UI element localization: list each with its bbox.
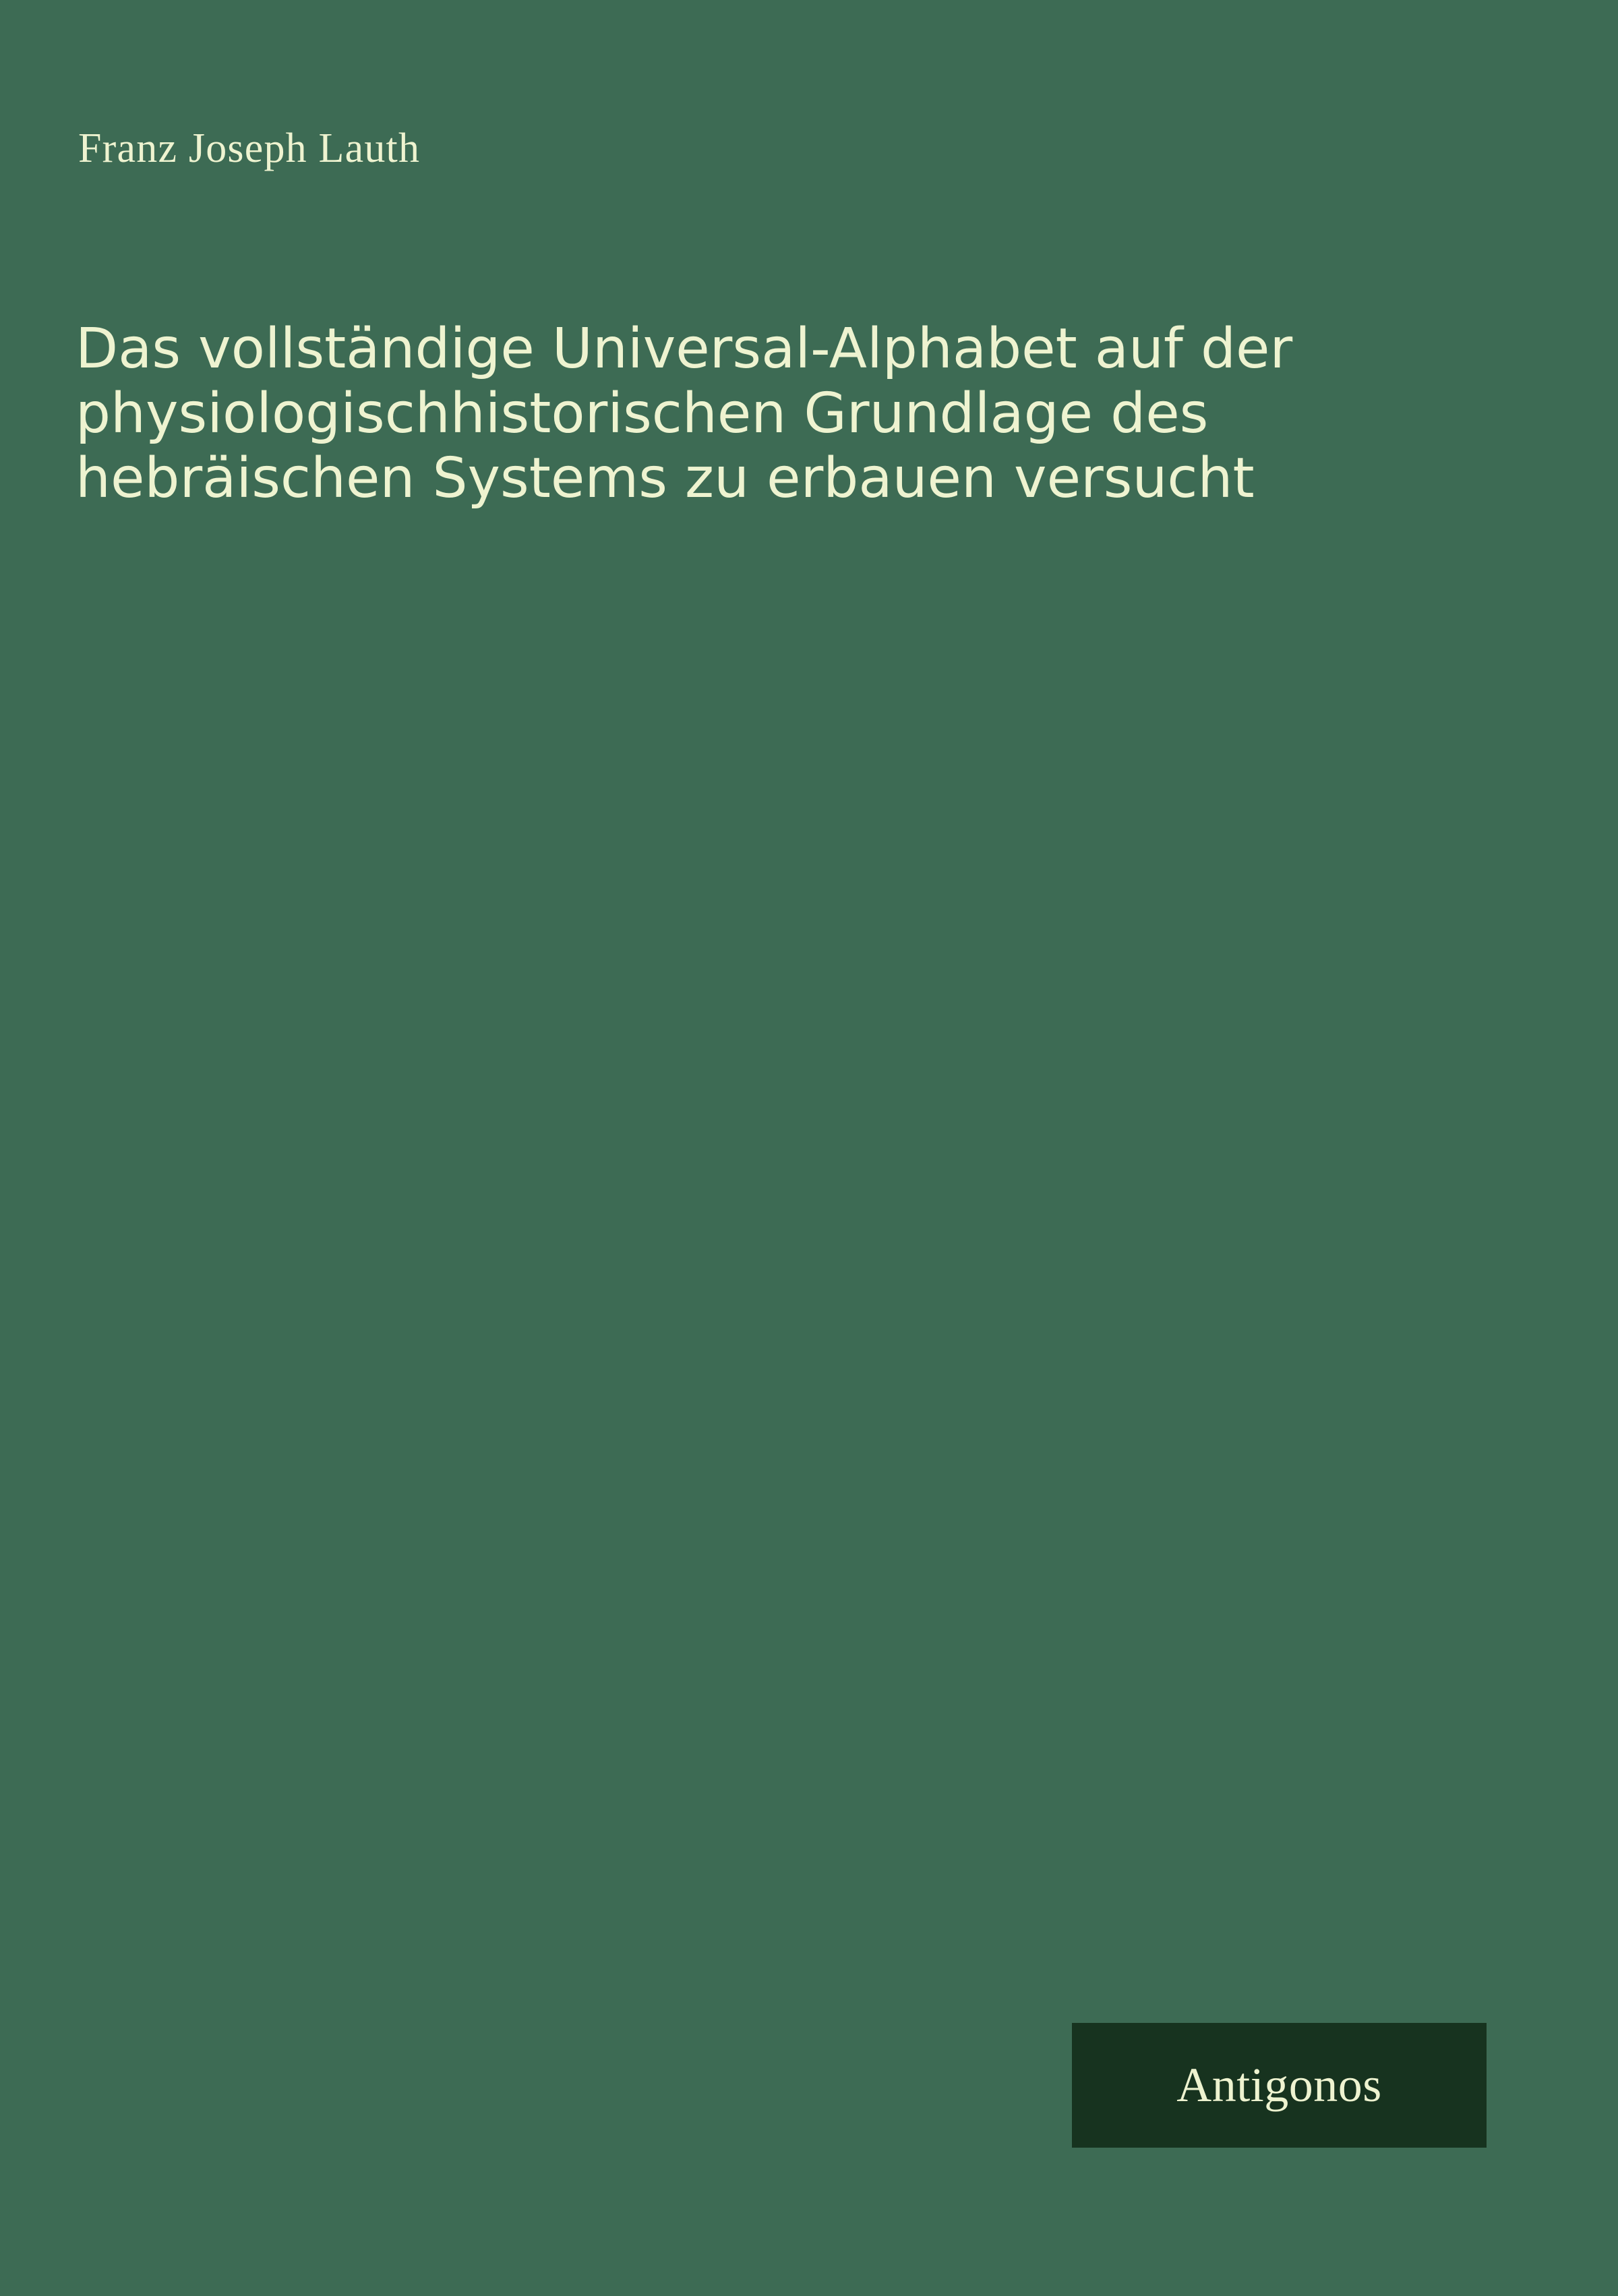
author-name: Franz Joseph Lauth bbox=[78, 125, 421, 171]
publisher-name: Antigonos bbox=[1176, 2058, 1382, 2112]
book-title: Das vollständige Universal-Alphabet auf der physiologischhistorischen Grundlage des hebräischen Systems zu erbauen versucht bbox=[76, 317, 1293, 510]
publisher-badge bbox=[1072, 2023, 1487, 2148]
